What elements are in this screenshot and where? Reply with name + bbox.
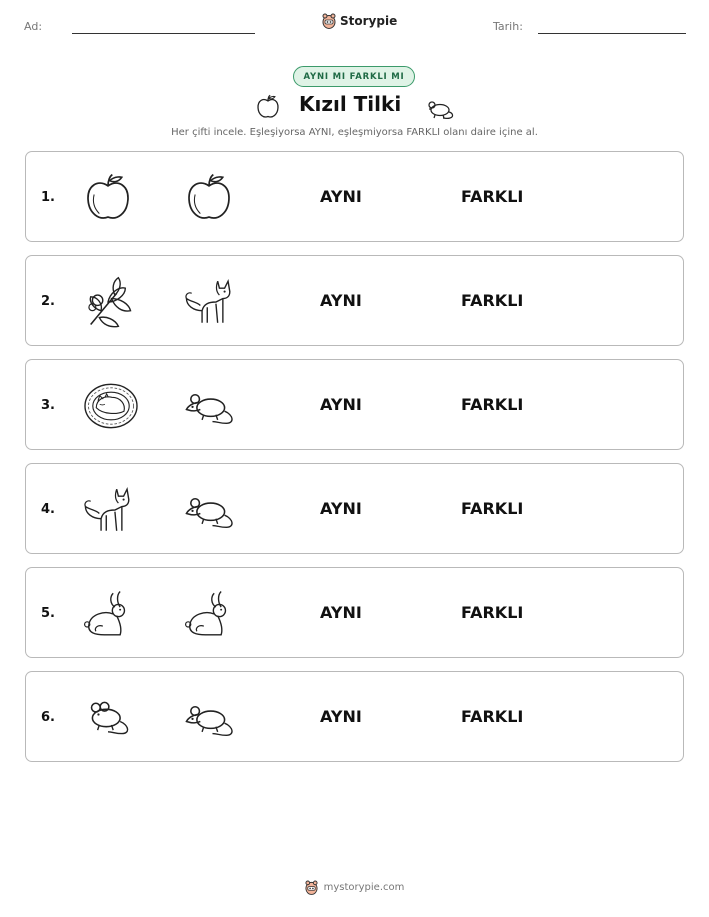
mouse-icon: [425, 98, 455, 120]
pair-row-4: [25, 463, 684, 554]
mouse-icon: [183, 692, 235, 744]
pair-row-3: [25, 359, 684, 450]
name-line[interactable]: [72, 33, 255, 34]
pair-row-1: [25, 151, 684, 242]
rabbit-icon: [82, 588, 134, 640]
pair-row-6: [25, 671, 684, 762]
rabbit-icon: [183, 588, 235, 640]
apple-icon: [183, 172, 235, 224]
instructions: Her çifti incele. Eşleşiyorsa AYNI, eşleşmiyorsa FARKLI olanı daire içine al.: [171, 127, 538, 138]
brand-logo: [322, 13, 397, 29]
choice-different[interactable]: FARKLI: [461, 291, 524, 310]
choice-same[interactable]: AYNI: [320, 603, 362, 622]
date-label: Tarih:: [493, 20, 523, 33]
mouse-icon: [183, 380, 235, 432]
storypie-mascot-icon: [305, 880, 318, 895]
choice-same[interactable]: AYNI: [320, 187, 362, 206]
apple-icon: [82, 172, 134, 224]
title-row: [255, 92, 455, 122]
choice-different[interactable]: FARKLI: [461, 603, 524, 622]
apple-icon: [255, 94, 281, 120]
name-label: Ad:: [24, 20, 43, 33]
choice-different[interactable]: FARKLI: [461, 707, 524, 726]
pair-row-2: [25, 255, 684, 346]
page-title: Kızıl Tilki: [299, 92, 402, 116]
row-number: 2.: [41, 294, 55, 309]
row-number: 1.: [41, 190, 55, 205]
choice-same[interactable]: AYNI: [320, 395, 362, 414]
fox-icon: [183, 276, 235, 328]
choice-same[interactable]: AYNI: [320, 499, 362, 518]
pair-row-5: [25, 567, 684, 658]
fox-icon: [82, 484, 134, 536]
choice-same[interactable]: AYNI: [320, 707, 362, 726]
choice-different[interactable]: FARKLI: [461, 499, 524, 518]
choice-same[interactable]: AYNI: [320, 291, 362, 310]
row-number: 5.: [41, 606, 55, 621]
footer: [0, 880, 709, 895]
fox-den-icon: [82, 380, 134, 432]
footer-url[interactable]: mystorypie.com: [323, 882, 405, 893]
worksheet-type-badge: AYNI MI FARKLI MI: [293, 66, 415, 87]
row-number: 6.: [41, 710, 55, 725]
mouse-icon: [183, 484, 235, 536]
date-line[interactable]: [538, 33, 686, 34]
choice-different[interactable]: FARKLI: [461, 187, 524, 206]
berry-branch-icon: [82, 276, 134, 328]
row-number: 3.: [41, 398, 55, 413]
choice-different[interactable]: FARKLI: [461, 395, 524, 414]
brand-name: Storypie: [340, 14, 398, 28]
storypie-mascot-icon: [322, 13, 336, 29]
row-number: 4.: [41, 502, 55, 517]
mouse-icon: [82, 692, 134, 744]
